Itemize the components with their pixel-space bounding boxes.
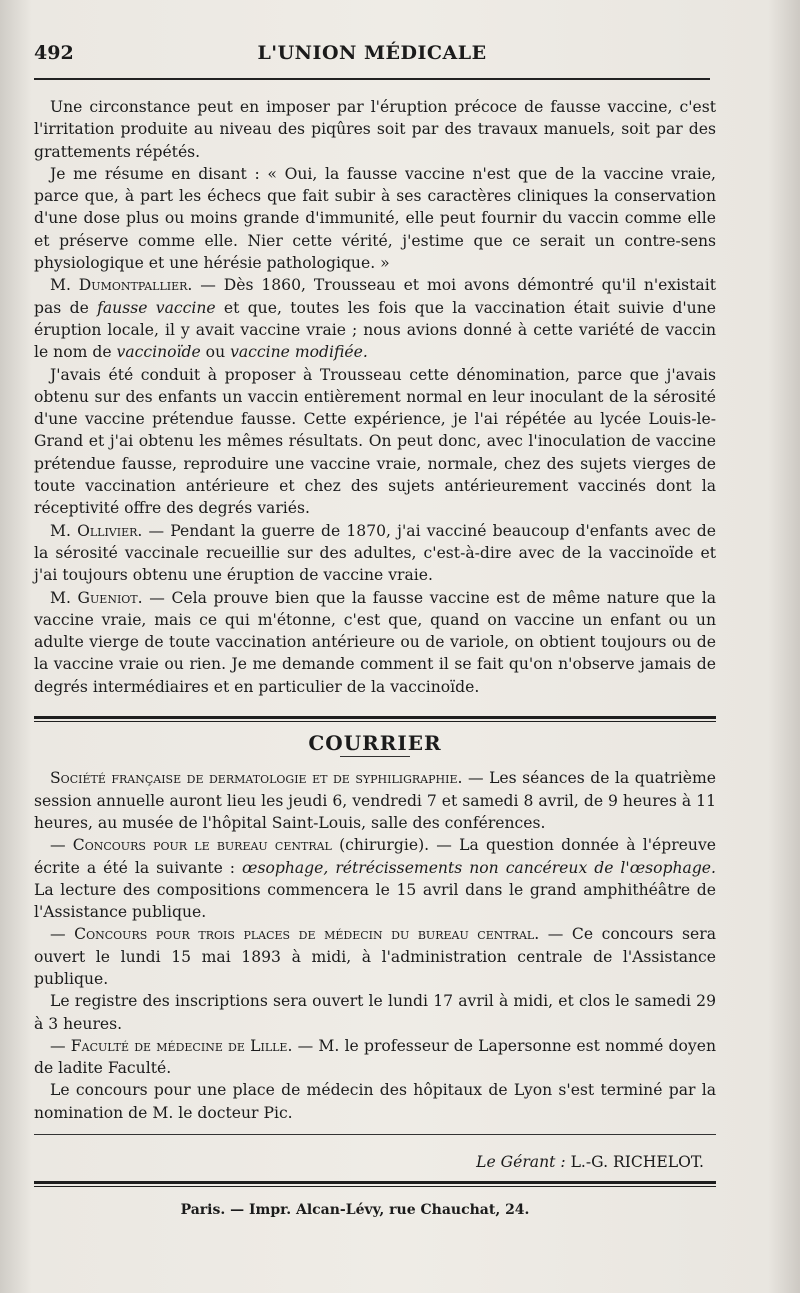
italic-term: fausse vaccine [97, 298, 216, 317]
item-lead: — Faculté de médecine de Lille. [50, 1036, 293, 1055]
signature-name: L.-G. RICHELOT. [565, 1153, 704, 1172]
speaker-name: M. Gueniot. [50, 588, 143, 607]
section-title: COURRIER [308, 731, 442, 756]
footer-rule-thin [34, 1186, 716, 1187]
signature [34, 1151, 716, 1173]
paragraph-ollivier [34, 520, 716, 587]
courrier-item-lille [34, 1035, 716, 1080]
section-rule-thin [34, 721, 716, 722]
courrier-item-trois-places [34, 923, 716, 990]
paragraph-1: Une circonstance peut en imposer par l'éruption précoce de fausse vaccine, c'est l'irritation produite au niveau des piqûres soit par des travaux manuels, soit par des grattements répétés. [34, 98, 716, 161]
signature-rule [34, 1134, 716, 1135]
courrier-item-dermatologie [34, 767, 716, 834]
italic-term: vaccine modifiée. [230, 343, 368, 362]
signature-label: Le Gérant : [476, 1153, 566, 1172]
page-number: 492 [34, 42, 74, 64]
text-run: — Cela prouve bien que la fausse vaccine est de même nature que la vaccine vraie, mais ce qui m'étonne, c'est que, quand on vaccine un enfant ou un adulte vierge de toute vaccination antérieure ou de variole, on obtient toujours ou de la vaccine vraie ou rien. Je me demande comment il se fait qu'on n'observe jamais de degrés intermédiaires et en particulier de la vaccinoïde. [34, 588, 717, 696]
article-body [34, 96, 716, 1222]
text-run: — M. le professeur de Lapersonne est nommé doyen de ladite Faculté. [34, 1036, 716, 1078]
text-run: — Dès 1860, Trousseau et moi avons démontré qu'il n'existait pas de [34, 276, 716, 317]
item-lead: — Concours pour le bureau central [50, 836, 332, 855]
footer-rule [34, 1181, 716, 1184]
italic-term: vaccinoïde [116, 343, 201, 362]
paragraph-4: J'avais été conduit à proposer à Trousseau cette dénomination, parce que j'avais obtenu sur des enfants un vaccin entièrement normal en leur inoculant de la sérosité d'une vaccine prétendue fausse. Cette expérience, je l'ai répétée au lycée Louis-le-Grand et j'ai obtenu les mêmes résultats. On peut donc, avec l'inoculation de vaccine prétendue fausse, reproduire une vaccine vraie, normale, chez des sujets vierges de toute vaccination antérieure et chez des sujets antérieurement vaccinés dont la réceptivité offre des degrés variés. [34, 365, 716, 518]
running-title: L'UNION MÉDICALE [257, 42, 487, 64]
speaker-name: M. Ollivier. [50, 521, 143, 540]
paragraph-gueniot [34, 587, 716, 698]
title-underline [340, 756, 410, 757]
speaker-name: M. Dumontpallier. [50, 276, 193, 295]
imprint: Paris. — Impr. Alcan-Lévy, rue Chauchat, 24. [180, 1202, 530, 1219]
paragraph-dumontpallier [34, 274, 716, 363]
courrier-item-registre: Le registre des inscriptions sera ouvert le lundi 17 avril à midi, et clos le samedi 29 à 3 heures. [34, 992, 716, 1033]
courrier-item-lyon: Le concours pour une place de médecin des hôpitaux de Lyon s'est terminé par la nomination de M. le docteur Pic. [34, 1081, 716, 1122]
text-run: — Pendant la guerre de 1870, j'ai vacciné beaucoup d'enfants avec de la sérosité vaccinale recueillie sur des adultes, c'est-à-dire avec de la vaccinoïde et j'ai toujours obtenu une éruption de vaccine vraie. [34, 521, 716, 585]
text-run: ou [200, 343, 231, 362]
text-run: (chirurgie). — La question donnée à l'épreuve écrite a été la suivante : [34, 836, 716, 877]
text-run: La lecture des compositions commencera le 15 avril dans le grand amphithéâtre de l'Assistance publique. [34, 880, 716, 922]
italic-term: œsophage, rétrécissements non cancéreux de l'œsophage. [242, 858, 716, 877]
paragraph-2: Je me résume en disant : « Oui, la fausse vaccine n'est que de la vaccine vraie, parce que, à part les échecs que fait subir à ses caractères cliniques la conservation d'une dose plus ou moins grande d'immunité, elle peut fournir du vaccin comme elle et préserve comme elle. Nier cette vérité, j'estime que ce serait un contre-sens physiologique et une hérésie pathologique. » [34, 164, 716, 273]
text-run: — Ce concours sera ouvert le lundi 15 mai 1893 à midi, à l'administration centrale de l'Assistance publique. [34, 925, 716, 988]
text-run: — Les séances de la quatrième session annuelle auront lieu les jeudi 6, vendredi 7 et samedi 8 avril, de 9 heures à 11 heures, au musée de l'hôpital Saint-Louis, salle des conférences. [34, 769, 716, 832]
item-lead: Société française de dermatologie et de syphiligraphie. [50, 769, 463, 788]
page-header [34, 42, 710, 72]
item-lead: — Concours pour trois places de médecin du bureau central. [50, 925, 540, 944]
section-rule [34, 716, 716, 719]
text-run: et que, toutes les fois que la vaccination était suivie d'une éruption locale, il y avait vaccine vraie ; nous avions donné à cette variété de vaccin le nom de [34, 298, 717, 362]
courrier-item-bureau-central [34, 834, 716, 923]
header-rule [34, 78, 710, 80]
